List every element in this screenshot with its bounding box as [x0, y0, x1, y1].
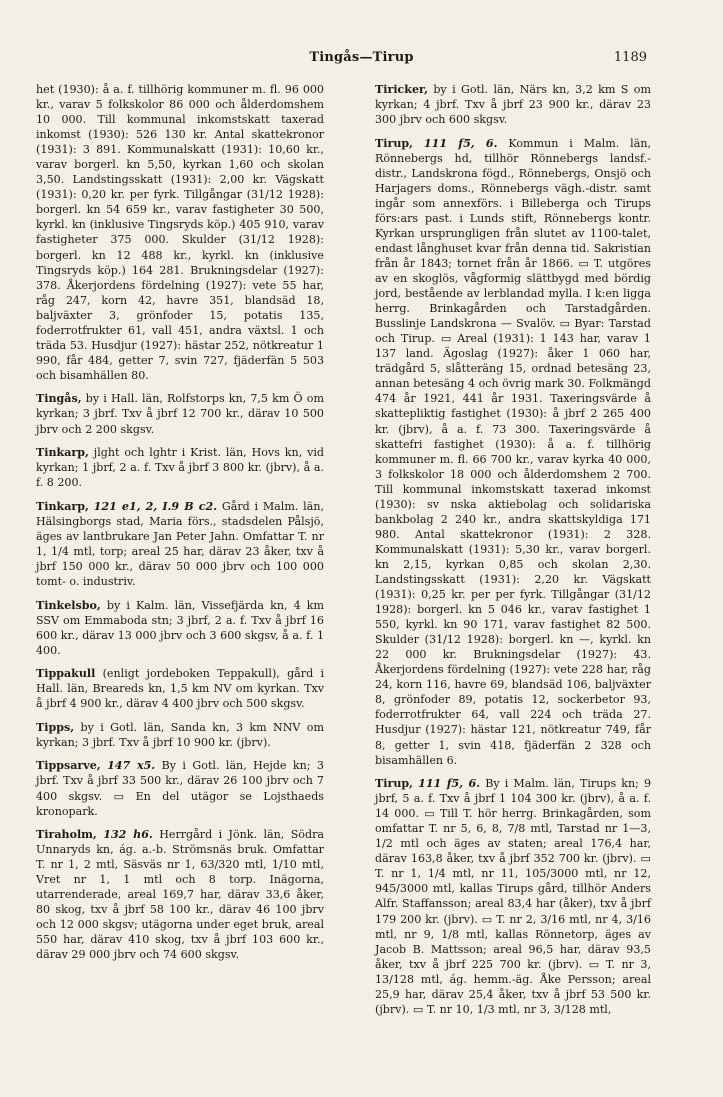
entry-headword: Tirup,: [375, 136, 413, 150]
entry-map-ref: 132 h6.: [103, 828, 153, 842]
entry-tipps: [36, 720, 324, 750]
entry-headword: Tippakull: [36, 667, 96, 681]
entry-headword: Tingås,: [36, 392, 82, 406]
entry-tinkarp-2: [36, 499, 324, 589]
entry-tiraholm: [36, 827, 324, 962]
entry-headword: Tippsarve,: [36, 759, 101, 773]
entry-tippakull: [36, 666, 324, 711]
entry-text: by i Hall. län, Rolfstorps kn, 7,5 km Ö om kyrkan; 3 jbrf. Txv å jbrf 12 700 kr., därav 10 500 jbrv och 2 200 skgsv.: [36, 392, 324, 436]
entry-tippsarve: [36, 758, 324, 818]
entry-headword: Tiraholm,: [36, 828, 97, 842]
entry-headword: Tipps,: [36, 720, 75, 734]
entry-tingas: [36, 391, 324, 436]
entry-headword: Tinkarp,: [36, 446, 89, 460]
entry-tiricker: [375, 82, 651, 127]
entry-tirup-kommun: [375, 136, 651, 768]
entry-headword: Tiricker,: [375, 83, 428, 96]
entry-headword: Tinkarp,: [36, 499, 89, 513]
entry-text: by i Gotl. län, Närs kn, 3,2 km S om kyrkan; 4 jbrf. Txv å jbrf 23 900 kr., därav 23 300 jbrv och 600 skgsv.: [375, 83, 651, 127]
right-column: [375, 82, 651, 1025]
entry-tinkelsbo: [36, 598, 324, 658]
entry-tinkarp-1: [36, 445, 324, 490]
entry-map-ref: 121 e1, 2, I.9 B c2.: [93, 499, 218, 513]
entry-text: By i Malm. län, Tirups kn; 9 jbrf, 5 a. f. Txv å jbrf 1 104 300 kr. (jbrv), å a. f. 14 000. ▭ Till T. hör herrg. Brinkagården, som omfattar T. nr 5, 6, 8, 7/8 mtl, Tarstad nr 1—3, 1/2 mtl och äges av staten; areal 176,4 har, därav 163,8 åker, txv å jbrf 352 700 kr. (jbrv). ▭ T. nr 1, 1/4 mtl, nr 11, 105/3000 mtl, nr 12, 945/3000 mtl, kallas Tirups gård, tillhör Anders Alfr. Staffansson; areal 83,4 har (åker), txv å jbrf 179 200 kr. (jbrv). ▭ T. nr 2, 3/16 mtl, nr 4, 3/16 mtl, nr 9, 1/8 mtl, kallas Rönnetorp, äges av Jacob B. Mattsson; areal 96,5 har, därav 93,5 åker, txv å jbrf 225 700 kr. (jbrv). ▭ T. nr 3, 13/128 mtl, ág. hemm.-äg. Åke Persson; areal 25,9 har, därav 25,4 åker, txv å jbrf 53 500 kr. (jbrv). ▭ T. nr 10, 1/3 mtl, nr 3, 3/128 mtl,: [375, 777, 651, 1016]
entry-headword: Tirup,: [375, 777, 413, 791]
entry-continuation: [36, 82, 324, 383]
left-column: [36, 82, 324, 971]
page-number: 1189: [613, 50, 647, 65]
running-title: Tingås—Tirup: [309, 50, 414, 65]
entry-text: Gård i Malm. län, Hälsingborgs stad, Maria förs., stadsdelen Pålsjö, äges av lantbrukare Jan Peter Jahn. Omfattar T. nr 1, 1/4 mtl, torp; areal 25 har, därav 23 åker, txv å jbrf 150 000 kr., därav 50 000 jbrv och 100 000 tomt- o. industriv.: [36, 499, 324, 588]
page-header: [0, 50, 723, 74]
entry-map-ref: 147 x5.: [107, 759, 156, 773]
entry-text: Herrgård i Jönk. län, Södra Unnaryds kn, ág. a.-b. Strömsnäs bruk. Omfattar T. nr 1, 2 mtl, Säsväs nr 1, 63/320 mtl, 1/10 mtl, Vret nr 1, 1 mtl och 8 torp. Inägorna, utarrenderade, areal 169,7 har, därav 33,6 åker, 80 skog, txv å jbrf 58 100 kr., därav 46 100 jbrv och 12 000 skgsv; utägorna under eget bruk, areal 550 har, därav 410 skog, txv å jbrf 103 600 kr., därav 29 000 jbrv och 74 600 skgsv.: [36, 828, 325, 962]
entry-text: (enligt jordeboken Teppakull), gård i Hall. län, Breareds kn, 1,5 km NV om kyrkan. Txv å jbrf 4 900 kr., därav 4 400 jbrv och 500 skgsv.: [36, 667, 324, 711]
entry-tirup-by: [375, 776, 651, 1017]
entry-map-ref: 111 f5, 6.: [423, 136, 498, 150]
entry-text: by i Kalm. län, Vissefjärda kn, 4 km SSV om Emmaboda stn; 3 jbrf, 2 a. f. Txv å jbrf 16 600 kr., därav 13 000 jbrv och 3 600 skgsv, å a. f. 1 400.: [36, 598, 324, 657]
entry-text: By i Gotl. län, Hejde kn; 3 jbrf. Txv å jbrf 33 500 kr., därav 26 100 jbrv och 7 400 skgsv. ▭ En del utägor se Lojsthaeds kronopark.: [36, 759, 324, 818]
entry-text: het (1930): å a. f. tillhörig kommuner m. fl. 96 000 kr., varav 5 folkskolor 86 000 och ålderdomshem 10 000. Till kommunal inkomstskatt taxerad inkomst (1930): 526 130 kr. Antal skattekronor (1931): 3 891. Kommunalskatt (1931): 10,60 kr., varav borgerl. kn 5,50, kyrkan 1,60 och skolan 3,50. Landstingsskatt (1931): 2,00 kr. Vägskatt (1931): 0,20 kr. per fyrk. Tillgångar (31/12 1928): borgerl. kn 54 659 kr., varav fastigheter 30 500, kyrkl. kn (inklusive Tingsryds köp.) 405 910, varav fastigheter 375 000. Skulder (31/12 1928): borgerl. kn 12 488 kr., kyrkl. kn (inklusive Tingsryds köp.) 164 281. Brukningsdelar (1927): 378. Åkerjordens fördelning (1927): vete 55 har, råg 247, korn 42, havre 351, blandsäd 18, baljväxter 3, grönfoder 15, potatis 135, foderrotfrukter 61, vall 451, andra växtsl. 1 och träda 53. Husdjur (1927): hästar 252, nötkreatur 1 990, får 484, getter 7, svin 727, fjäderfän 5 503 och bisamhällen 80.: [36, 83, 324, 382]
entry-text: by i Gotl. län, Sanda kn, 3 km NNV om kyrkan; 3 jbrf. Txv å jbrf 10 900 kr. (jbrv).: [36, 720, 324, 749]
entry-text: Kommun i Malm. län, Rönnebergs hd, tillhör Rönnebergs landsf.- distr., Landskrona fögd., Rönnebergs, Onsjö och Harjagers doms., Rönnebergs vägh.-distr. samt ingår som annexförs. i Billeberga och Tirups förs:ars past. i Lunds stift, Rönnebergs kontr. Kyrkan ursprungligen från slutet av 1100-talet, endast långhuset kvar från denna tid. Sakristian från år 1843; tornet från år 1866. ▭ T. utgöres av en skoglös, vågformig slättbygd med bördig jord, bestående av lerblandad mylla. I k:en ligga herrg. Brinkagården och Tarstadgården. Busslinje Landskrona — Svalöv. ▭ Byar: Tarstad och Tirup. ▭ Areal (1931): 1 143 har, varav 1 137 land. Ägoslag (1927): åker 1 060 har, trädgård 5, slåtteräng 15, ordnad betesäng 23, annan betesäng 4 och övrig mark 30. Folkmängd 474 år 1921, 441 år 1931. Taxeringsvärde å skattepliktig fastighet (1930): å jbrf 2 265 400 kr. (jbrv), å a. f. 73 300. Taxeringsvärde å skattefri fastighet (1930): å a. f. tillhörig kommuner m. fl. 66 700 kr., varav kyrka 40 000, 3 folkskolor 18 000 och ålderdomshem 2 700. Till kommunal inkomstskatt taxerad inkomst (1930): sv nska aktiebolag och solidariska bankbolag 2 240 kr., andra skattskyldiga 171 980. Antal skattekronor (1931): 2 328. Kommunalskatt (1931): 5,30 kr., varav borgerl. kn 2,15, kyrkan 0,85 och skolan 2,30. Landstingsskatt (1931): 2,20 kr. Vägskatt (1931): 0,25 kr. per per fyrk. Tillgångar (31/12 1928): borgerl. kn 5 046 kr., varav fastighet 1 550, kyrkl. kn 90 171, varav fastighet 82 500. Skulder (31/12 1928): borgerl. kn —, kyrkl. kn 22 000 kr. Brukningsdelar (1927): 43. Åkerjordens fördelning (1927): vete 228 har, råg 24, korn 116, havre 69, blandsäd 106, baljväxter 8, grönfoder 89, potatis 12, sockerbetor 93, foderrotfrukter 64, vall 224 och träda 27. Husdjur (1927): hästar 121, nötkreatur 749, får 8, getter 1, svin 418, fjäderfän 2 328 och bisamhällen 6.: [375, 136, 652, 767]
entry-headword: Tinkelsbo,: [36, 598, 101, 612]
entry-map-ref: 111 f5, 6.: [418, 777, 481, 791]
entry-text: jlght och lghtr i Krist. län, Hovs kn, vid kyrkan; 1 jbrf, 2 a. f. Txv å jbrf 3 800 kr. (jbrv), å a. f. 8 200.: [36, 446, 324, 490]
